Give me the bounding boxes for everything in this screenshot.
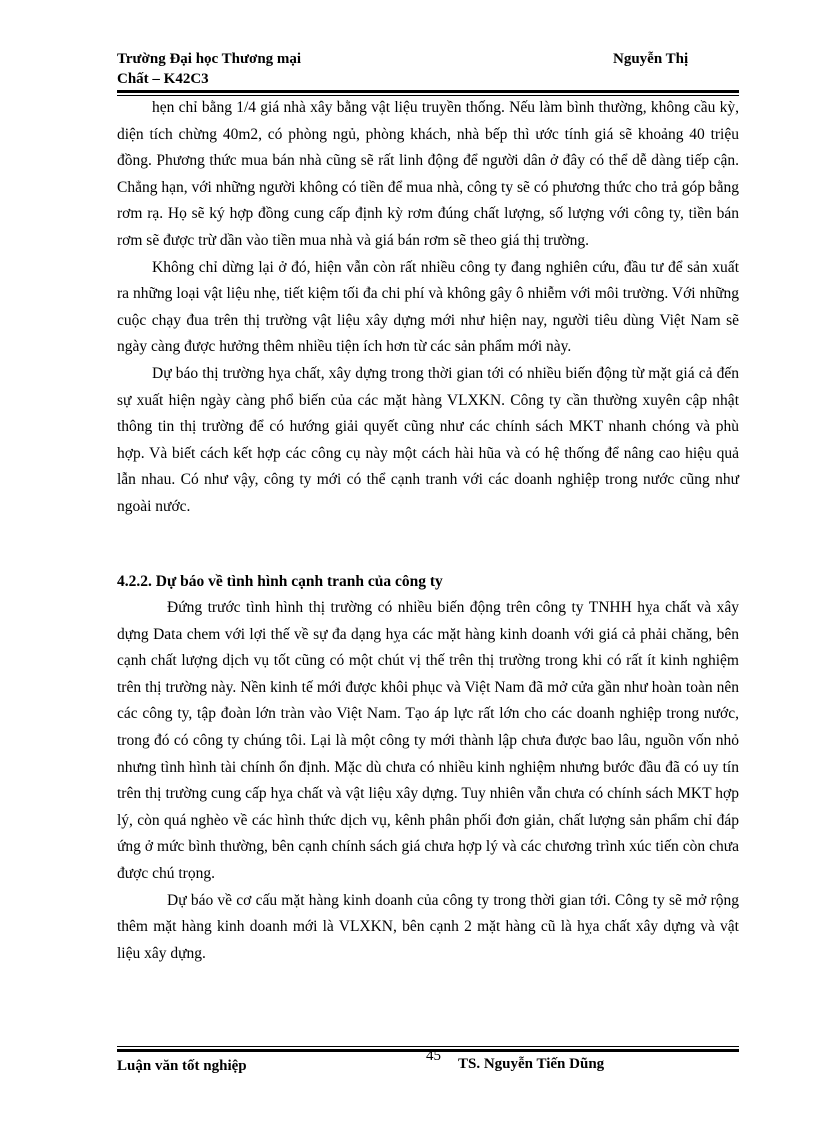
body-paragraph: Đứng trước tình hình thị trường có nhiều biến động trên công ty TNHH hỵa chất và xây dựng Data chem với lợi thế về sự đa dạng hỵa các mặt hàng kinh doanh với giá cả phải chăng, bên cạnh chất lượng dịch vụ tốt cũng có một chút vị thế trên thị trường trong khi có rất ít kinh nghiệm trên thị trường này. Nền kinh tế mới được khôi phục và Việt Nam đã mở cửa gần như hoàn toàn nên các công ty, tập đoàn lớn tràn vào Việt Nam. Tạo áp lực rất lớn cho các doanh nghiệp trong nước, trong đó có công ty chúng tôi. Lại là một công ty mới thành lập chưa được bao lâu, nguồn vốn nhỏ nhưng tình hình tài chính ổn định. Mặc dù chưa có nhiều kinh nghiệm nhưng bước đầu đã có uy tín trên thị trường cung cấp hỵa chất và vật liệu xây dựng. Tuy nhiên vẫn chưa có chính sách MKT hợp lý, còn quá nghèo về các hình thức dịch vụ, kênh phân phối đơn giản, chất lượng sản phẩm chỉ đáp ứng ở mức bình thường, bên cạnh chính sách giá chưa hợp lý và các chương trình xúc tiến còn chưa được chú trọng. bbox=[117, 599, 739, 883]
body-paragraph: Dự báo thị trường hỵa chất, xây dựng trong thời gian tới có nhiều biến động từ mặt giá cả đến sự xuất hiện ngày càng phổ biến của các mặt hàng VLXKN. Công ty cần thường xuyên cập nhật thông tin thị trường để có hướng giải quyết cũng như các chính sách MKT nhanh chóng và phù hợp. Và biết cách kết hợp các công cụ này một cách hài hũa và có hệ thống để nâng cao hiệu quả lẫn nhau. Có như vậy, công ty mới có thể cạnh tranh với các doanh nghiệp trong nước cũng như ngoài nước. bbox=[117, 364, 739, 515]
header-rule-thick bbox=[117, 90, 739, 93]
footer-rule-thin bbox=[117, 1046, 739, 1047]
page-body bbox=[117, 95, 739, 967]
body-paragraph: Không chỉ dừng lại ở đó, hiện vẫn còn rất nhiều công ty đang nghiên cứu, đầu tư để sản xuất ra những loại vật liệu nhẹ, tiết kiệm tối đa chi phí và không gây ô nhiễm với môi trường. Với những cuộc chạy đua trên thị trường vật liệu xây dựng mới như hiện nay, người tiêu dùng Việt Nam sẽ ngày càng được hưởng thêm nhiều tiện ích hơn từ các sản phẩm mới này. bbox=[117, 258, 739, 356]
header-university: Trường Đại học Thương mại bbox=[117, 51, 302, 67]
footer-thesis-label: Luận văn tốt nghiệp bbox=[117, 1058, 247, 1074]
header-author-class: Chất – K42C3 bbox=[117, 71, 209, 87]
section-spacer bbox=[117, 521, 739, 569]
header-author-name: Nguyễn Thị bbox=[613, 51, 689, 67]
body-paragraph: hẹn chỉ bằng 1/4 giá nhà xây bằng vật liệu truyền thống. Nếu làm bình thường, không cầu kỳ, diện tích chừng 40m2, có phòng ngủ, phòng khách, nhà bếp thì ước tính giá sẽ khoảng 40 triệu đồng. Phương thức mua bán nhà cũng sẽ rất linh động để người dân ở đây có thể dễ dàng tiếp cận. Chẳng hạn, với những người không có tiền để mua nhà, công ty sẽ có phương thức cho trả góp bằng rơm rạ. Họ sẽ ký hợp đồng cung cấp định kỳ rơm đúng chất lượng, số lượng với công ty, tiền bán rơm sẽ được trừ dần vào tiền mua nhà và giá bán rơm sẽ theo giá thị trường. bbox=[117, 99, 739, 249]
footer-supervisor: TS. Nguyễn Tiến Dũng bbox=[458, 1056, 605, 1072]
section-heading: 4.2.2. Dự báo về tình hình cạnh tranh của công ty bbox=[117, 572, 443, 590]
page-footer bbox=[117, 1048, 739, 1082]
page-header bbox=[117, 49, 707, 95]
body-paragraph: Dự báo về cơ cấu mặt hàng kinh doanh của công ty trong thời gian tới. Công ty sẽ mở rộng thêm mặt hàng kinh doanh mới là VLXKN, bên cạnh 2 mặt hàng cũ là hỵa chất xây dựng và vật liệu xây dựng. bbox=[117, 891, 739, 962]
page-number: 45 bbox=[426, 1048, 441, 1064]
